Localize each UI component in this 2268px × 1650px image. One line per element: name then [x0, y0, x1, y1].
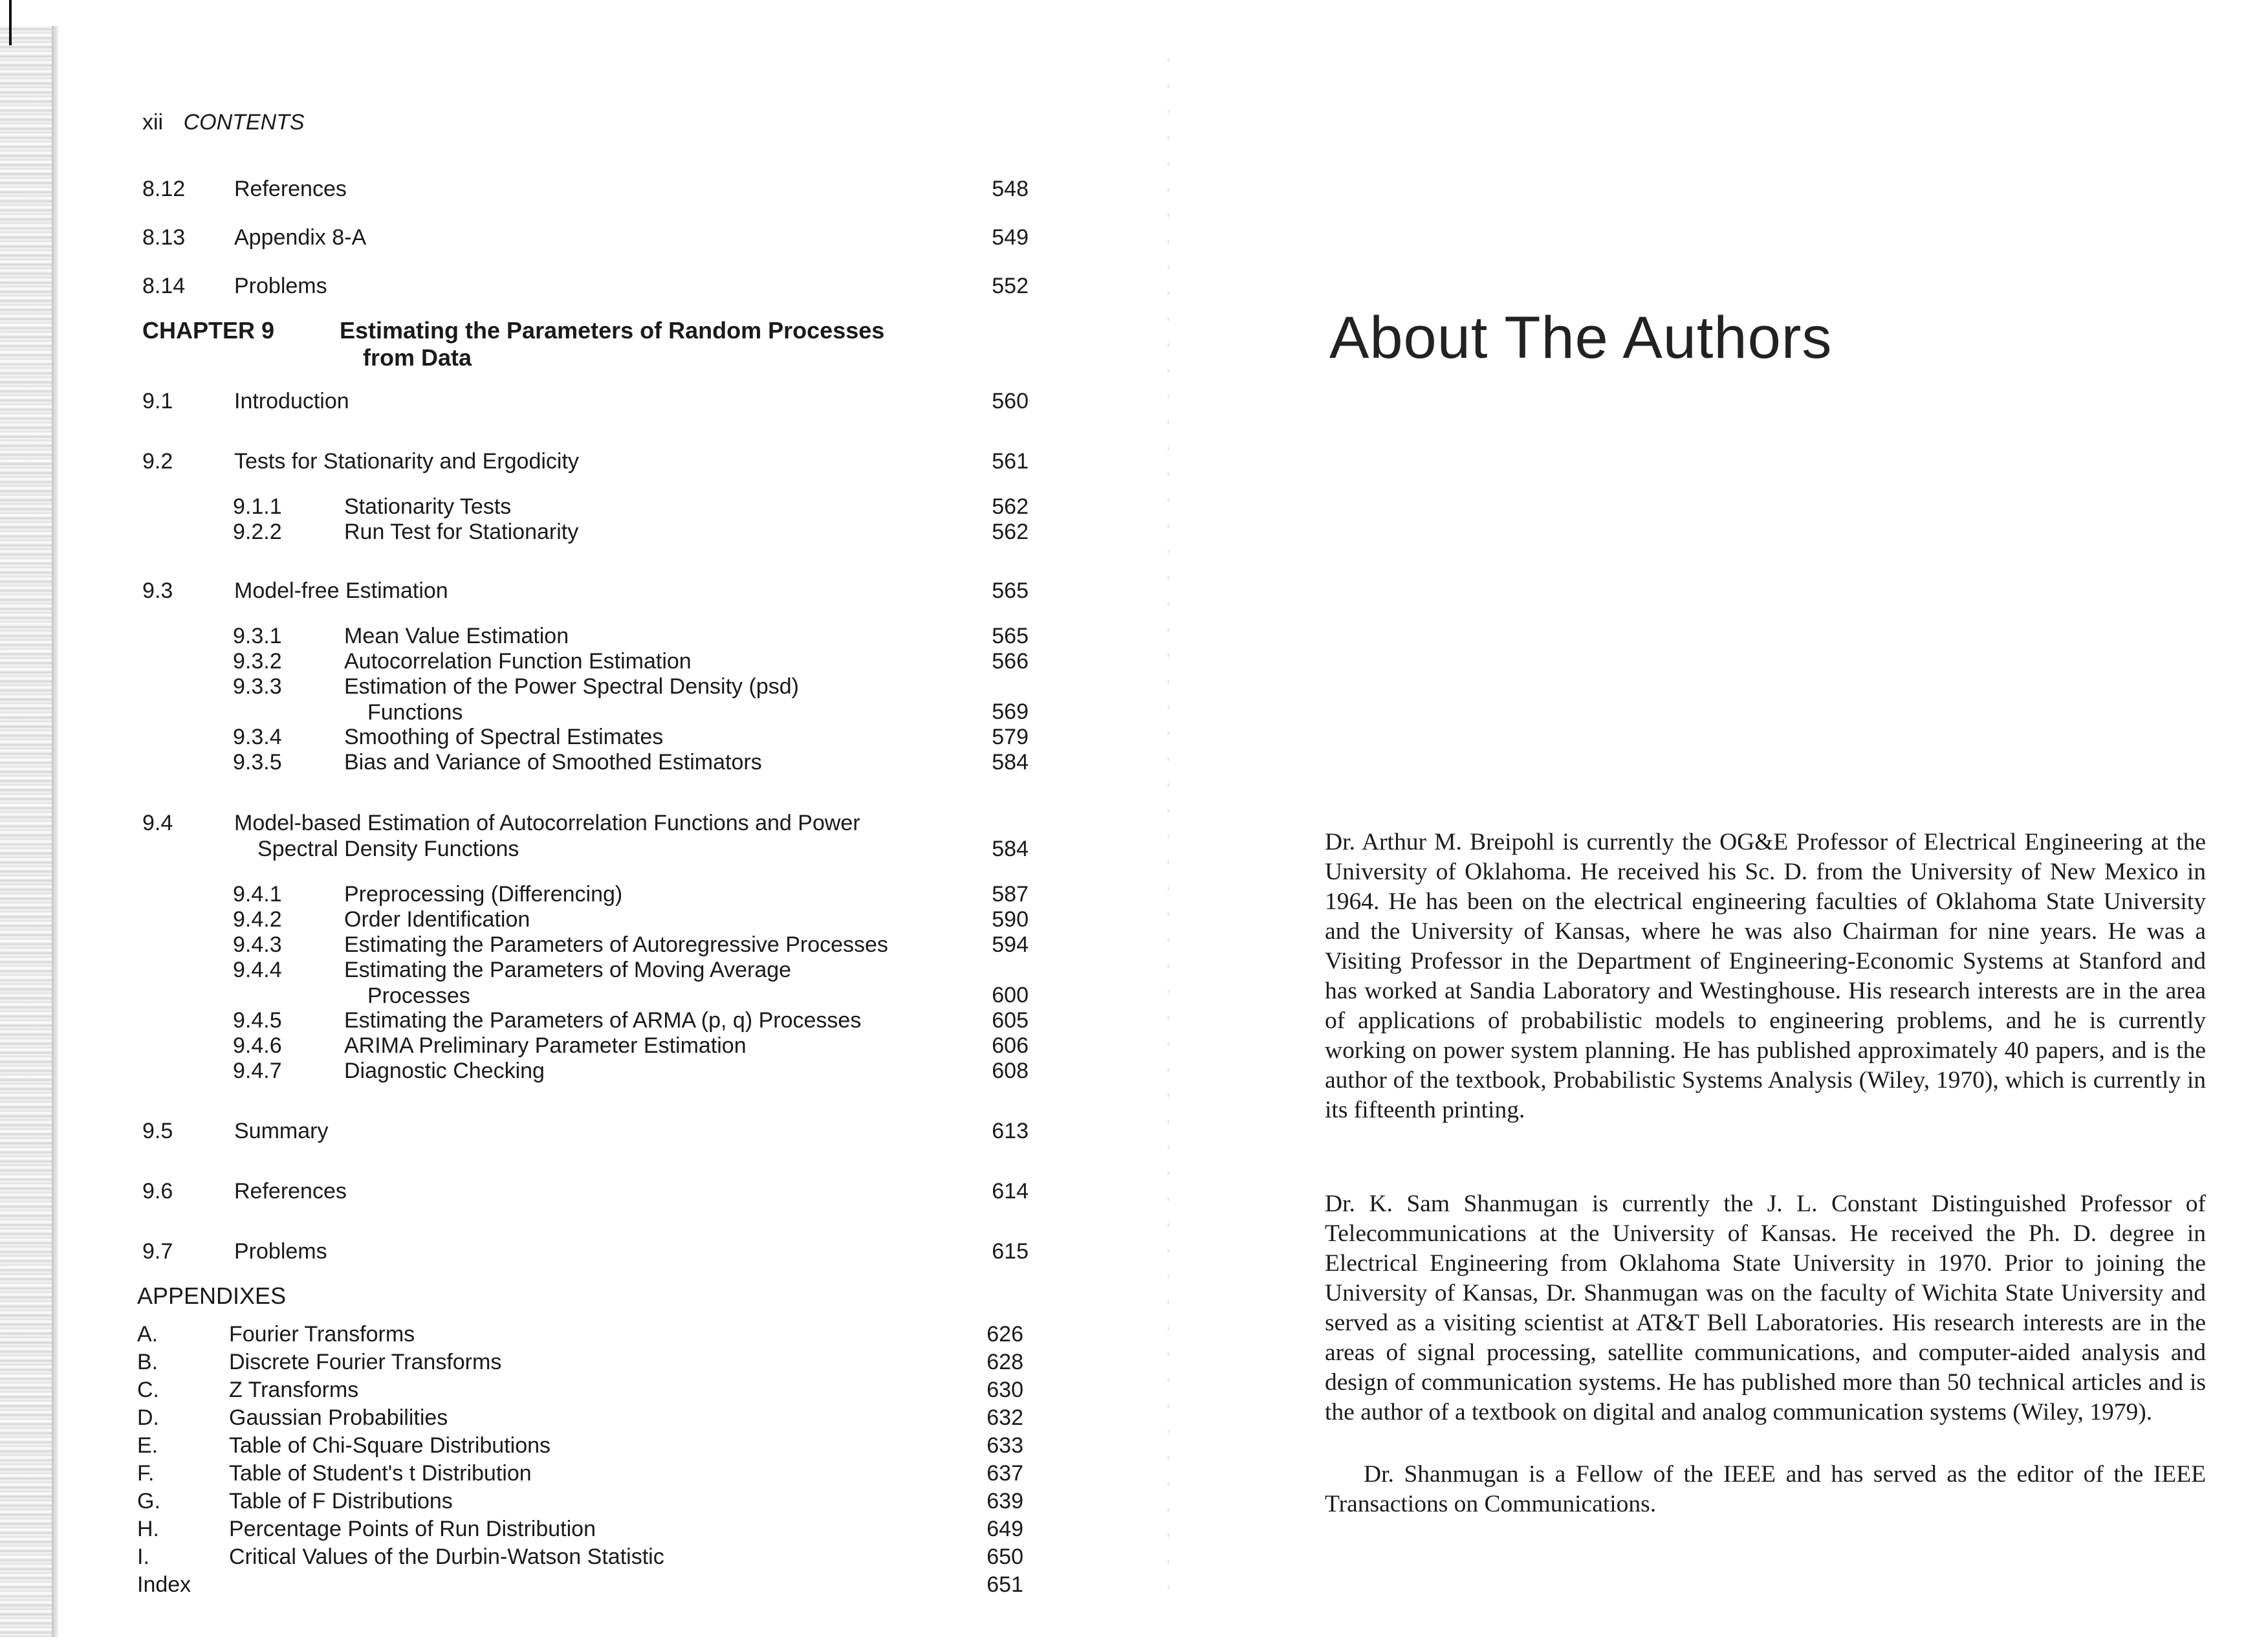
chapter-label: CHAPTER 9	[142, 317, 275, 344]
book-binding-edge	[0, 26, 58, 1637]
bio-shanmugan: Dr. K. Sam Shanmugan is currently the J. L. Constant Distinguished Professor of Telecommunications at the University of Kansas. He received the Ph. D. degree in Electrical Engineering from Oklahoma State University in 1970. Prior to joining the University of Kansas, Dr. Shanmugan was on the faculty of Wichita State University and served as a visiting scientist at AT&T Bell Laboratories. His research interests are in the areas of signal processing, satellite communications, and computer-aided analysis and design of communication systems. He has published more than 50 technical articles and is the author of a textbook on digital and analog communication systems (Wiley, 1979).	[1325, 1190, 2206, 1425]
page-gutter	[1168, 58, 1169, 1598]
scan-corner-mark	[9, 0, 12, 45]
chapter-title: Estimating the Parameters of Random Processes from Data	[340, 317, 885, 371]
bio-shanmugan-fellow: Dr. Shanmugan is a Fellow of the IEEE and has served as the editor of the IEEE Transactions on Communications.	[1325, 1460, 2206, 1517]
bio-breipohl: Dr. Arthur M. Breipohl is currently the OG&E Professor of Electrical Engineering at the University of Oklahoma. He received his Sc. D. from the University of New Mexico in 1964. He has been on the electrical engineering faculties of Oklahoma State University and the University of Kansas, where he was also Chairman for nine years. He was a Visiting Professor in the Department of Engineering-Economic Systems at Stanford and has worked at Sandia Laboratory and Westinghouse. His research interests are in the area of applications of probabilistic models to engineering problems, and he is currently working on power system planning. He has published approximately 40 papers, and is the author of the textbook, Probabilistic Systems Analysis (Wiley, 1970), which is currently in its fifteenth printing.	[1325, 828, 2206, 1123]
page-number: xii	[142, 110, 164, 135]
running-head-title: CONTENTS	[183, 110, 305, 135]
running-head	[142, 110, 305, 135]
about-the-authors-title: About The Authors	[1329, 305, 1833, 371]
appendixes-heading: APPENDIXES	[137, 1282, 287, 1309]
